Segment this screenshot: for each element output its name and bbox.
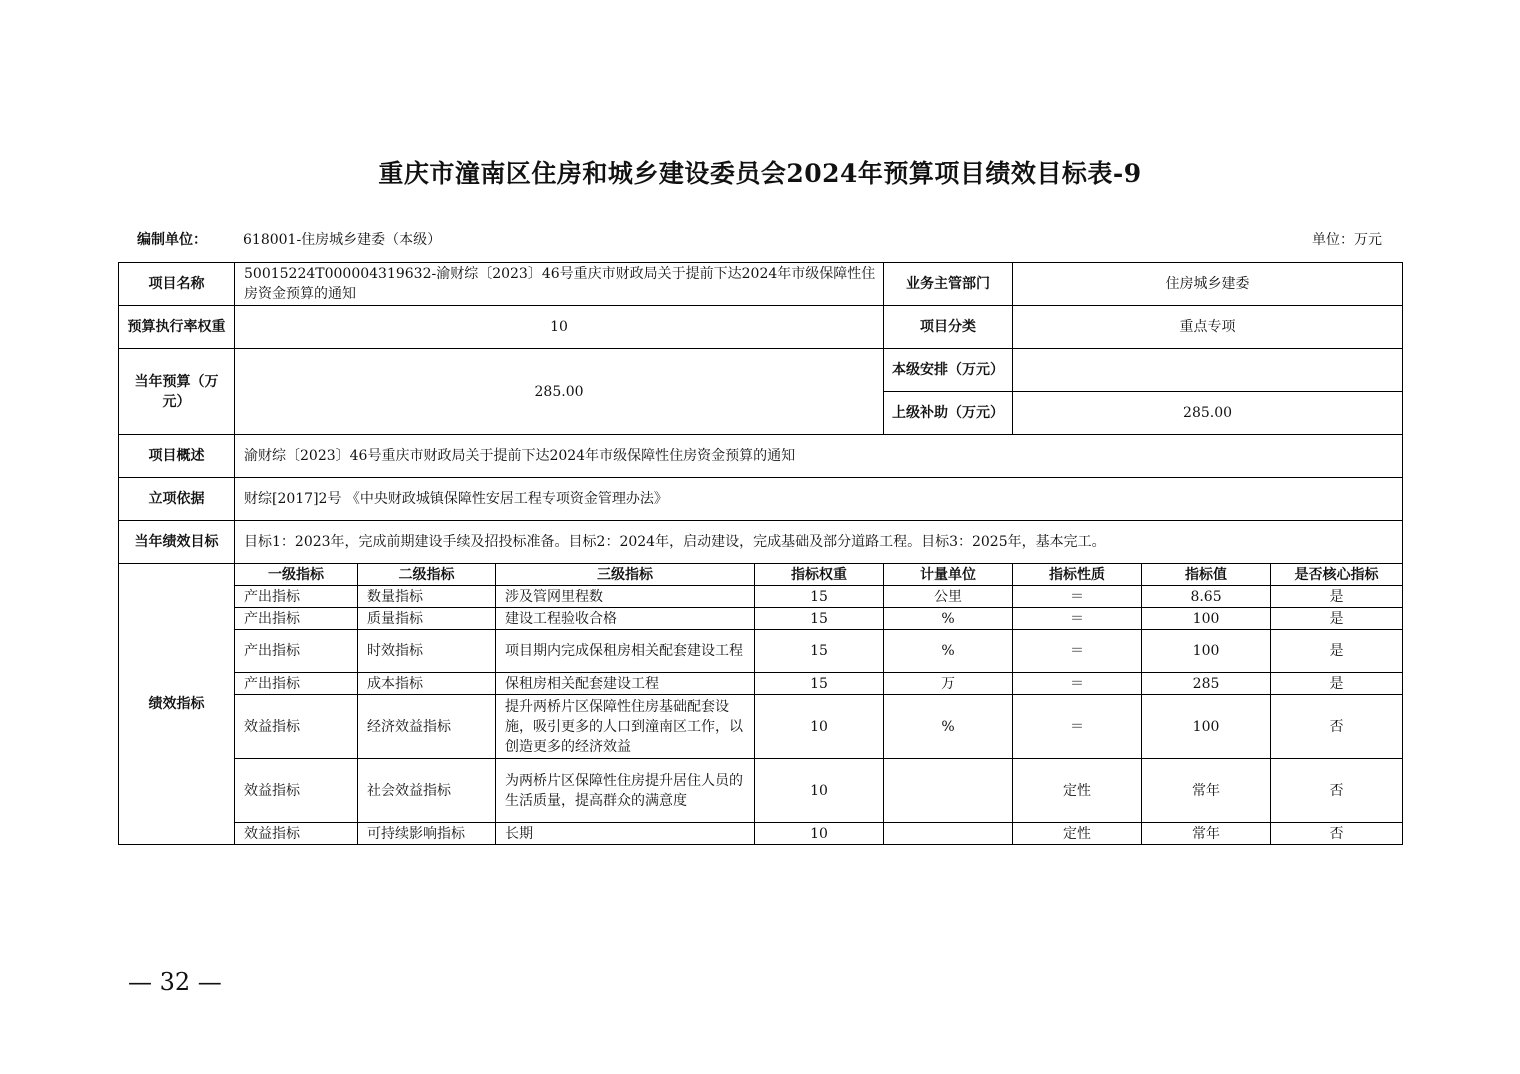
- cell-core: 是: [1271, 586, 1403, 608]
- cell-l1: 效益指标: [235, 823, 358, 845]
- cell-l2: 时效指标: [358, 630, 496, 673]
- cell-l3: 项目期内完成保租房相关配套建设工程: [496, 630, 755, 673]
- cell-core: 否: [1271, 823, 1403, 845]
- table-row: [119, 673, 1403, 695]
- basis-label: 立项依据: [119, 478, 235, 521]
- row-goal: [119, 521, 1403, 564]
- cell-unit: %: [884, 608, 1013, 630]
- cell-l2: 成本指标: [358, 673, 496, 695]
- currency-unit: 单位：万元: [1312, 232, 1382, 248]
- header-weight: 指标权重: [755, 564, 884, 586]
- table-row: [119, 630, 1403, 673]
- cell-l3: 为两桥片区保障性住房提升居住人员的生活质量，提高群众的满意度: [496, 759, 755, 823]
- row-project-name: [119, 263, 1403, 306]
- table-row: [119, 608, 1403, 630]
- budget-label: 当年预算（万元）: [119, 349, 235, 435]
- cell-l1: 效益指标: [235, 759, 358, 823]
- basis-value: 财综[2017]2号 《中央财政城镇保障性安居工程专项资金管理办法》: [235, 478, 1403, 521]
- upper-value: 285.00: [1013, 392, 1403, 435]
- performance-table: [118, 262, 1403, 845]
- category-label: 项目分类: [884, 306, 1013, 349]
- page-title: 重庆市潼南区住房和城乡建设委员会2024年预算项目绩效目标表-9: [378, 159, 1142, 188]
- table-row: [119, 823, 1403, 845]
- cell-l3: 涉及管网里程数: [496, 586, 755, 608]
- overview-label: 项目概述: [119, 435, 235, 478]
- cell-l3: 建设工程验收合格: [496, 608, 755, 630]
- cell-nature: ＝: [1013, 673, 1142, 695]
- cell-l3: 保租房相关配套建设工程: [496, 673, 755, 695]
- perf-label: 绩效指标: [119, 564, 235, 845]
- table-row: [119, 695, 1403, 759]
- project-name-value: 50015224T000004319632-渝财综〔2023〕46号重庆市财政局关于提前下达2024年市级保障性住房资金预算的通知: [235, 263, 884, 306]
- cell-core: 否: [1271, 695, 1403, 759]
- page-number: — 32 —: [128, 968, 222, 996]
- cell-nature: ＝: [1013, 695, 1142, 759]
- compiling-unit-value: 618001-住房城乡建委（本级）: [243, 232, 442, 248]
- cell-nature: 定性: [1013, 823, 1142, 845]
- cell-l2: 数量指标: [358, 586, 496, 608]
- header-nature: 指标性质: [1013, 564, 1142, 586]
- goal-label: 当年绩效目标: [119, 521, 235, 564]
- indicator-header-row: [119, 564, 1403, 586]
- cell-unit: [884, 759, 1013, 823]
- cell-nature: ＝: [1013, 608, 1142, 630]
- cell-l2: 可持续影响指标: [358, 823, 496, 845]
- compiling-unit-label: 编制单位：: [137, 232, 207, 248]
- cell-value: 常年: [1142, 823, 1271, 845]
- cell-weight: 15: [755, 608, 884, 630]
- cell-weight: 10: [755, 695, 884, 759]
- cell-unit: [884, 823, 1013, 845]
- local-value: [1013, 349, 1403, 392]
- cell-weight: 10: [755, 759, 884, 823]
- upper-label: 上级补助（万元）: [884, 392, 1013, 435]
- cell-l1: 效益指标: [235, 695, 358, 759]
- header-l3: 三级指标: [496, 564, 755, 586]
- rate-label: 预算执行率权重: [119, 306, 235, 349]
- category-value: 重点专项: [1013, 306, 1403, 349]
- local-label: 本级安排（万元）: [884, 349, 1013, 392]
- header-value: 指标值: [1142, 564, 1271, 586]
- cell-l2: 经济效益指标: [358, 695, 496, 759]
- cell-l1: 产出指标: [235, 586, 358, 608]
- cell-l3: 提升两桥片区保障性住房基础配套设施，吸引更多的人口到潼南区工作，以创造更多的经济效益: [496, 695, 755, 759]
- cell-l2: 质量指标: [358, 608, 496, 630]
- project-name-label: 项目名称: [119, 263, 235, 306]
- dept-label: 业务主管部门: [884, 263, 1013, 306]
- cell-value: 8.65: [1142, 586, 1271, 608]
- cell-unit: 万: [884, 673, 1013, 695]
- cell-l2: 社会效益指标: [358, 759, 496, 823]
- cell-l3: 长期: [496, 823, 755, 845]
- table-row: [119, 586, 1403, 608]
- cell-value: 285: [1142, 673, 1271, 695]
- cell-unit: %: [884, 630, 1013, 673]
- header-l1: 一级指标: [235, 564, 358, 586]
- cell-nature: ＝: [1013, 630, 1142, 673]
- cell-weight: 15: [755, 586, 884, 608]
- cell-l1: 产出指标: [235, 608, 358, 630]
- cell-value: 100: [1142, 608, 1271, 630]
- cell-core: 是: [1271, 673, 1403, 695]
- cell-core: 是: [1271, 608, 1403, 630]
- row-rate: [119, 306, 1403, 349]
- cell-value: 常年: [1142, 759, 1271, 823]
- cell-l1: 产出指标: [235, 630, 358, 673]
- row-basis: [119, 478, 1403, 521]
- header-unit: 计量单位: [884, 564, 1013, 586]
- goal-value: 目标1：2023年，完成前期建设手续及招投标准备。目标2：2024年，启动建设，完成基础及部分道路工程。目标3：2025年，基本完工。: [235, 521, 1403, 564]
- cell-unit: %: [884, 695, 1013, 759]
- row-overview: [119, 435, 1403, 478]
- header-l2: 二级指标: [358, 564, 496, 586]
- budget-value: 285.00: [235, 349, 884, 435]
- cell-value: 100: [1142, 695, 1271, 759]
- cell-core: 否: [1271, 759, 1403, 823]
- cell-core: 是: [1271, 630, 1403, 673]
- cell-weight: 15: [755, 630, 884, 673]
- rate-value: 10: [235, 306, 884, 349]
- cell-nature: 定性: [1013, 759, 1142, 823]
- cell-l1: 产出指标: [235, 673, 358, 695]
- compiling-unit: [137, 229, 441, 249]
- dept-value: 住房城乡建委: [1013, 263, 1403, 306]
- cell-weight: 10: [755, 823, 884, 845]
- overview-value: 渝财综〔2023〕46号重庆市财政局关于提前下达2024年市级保障性住房资金预算的通知: [235, 435, 1403, 478]
- cell-weight: 15: [755, 673, 884, 695]
- table-row: [119, 759, 1403, 823]
- cell-nature: ＝: [1013, 586, 1142, 608]
- cell-unit: 公里: [884, 586, 1013, 608]
- header-core: 是否核心指标: [1271, 564, 1403, 586]
- cell-value: 100: [1142, 630, 1271, 673]
- row-budget-local: [119, 349, 1403, 392]
